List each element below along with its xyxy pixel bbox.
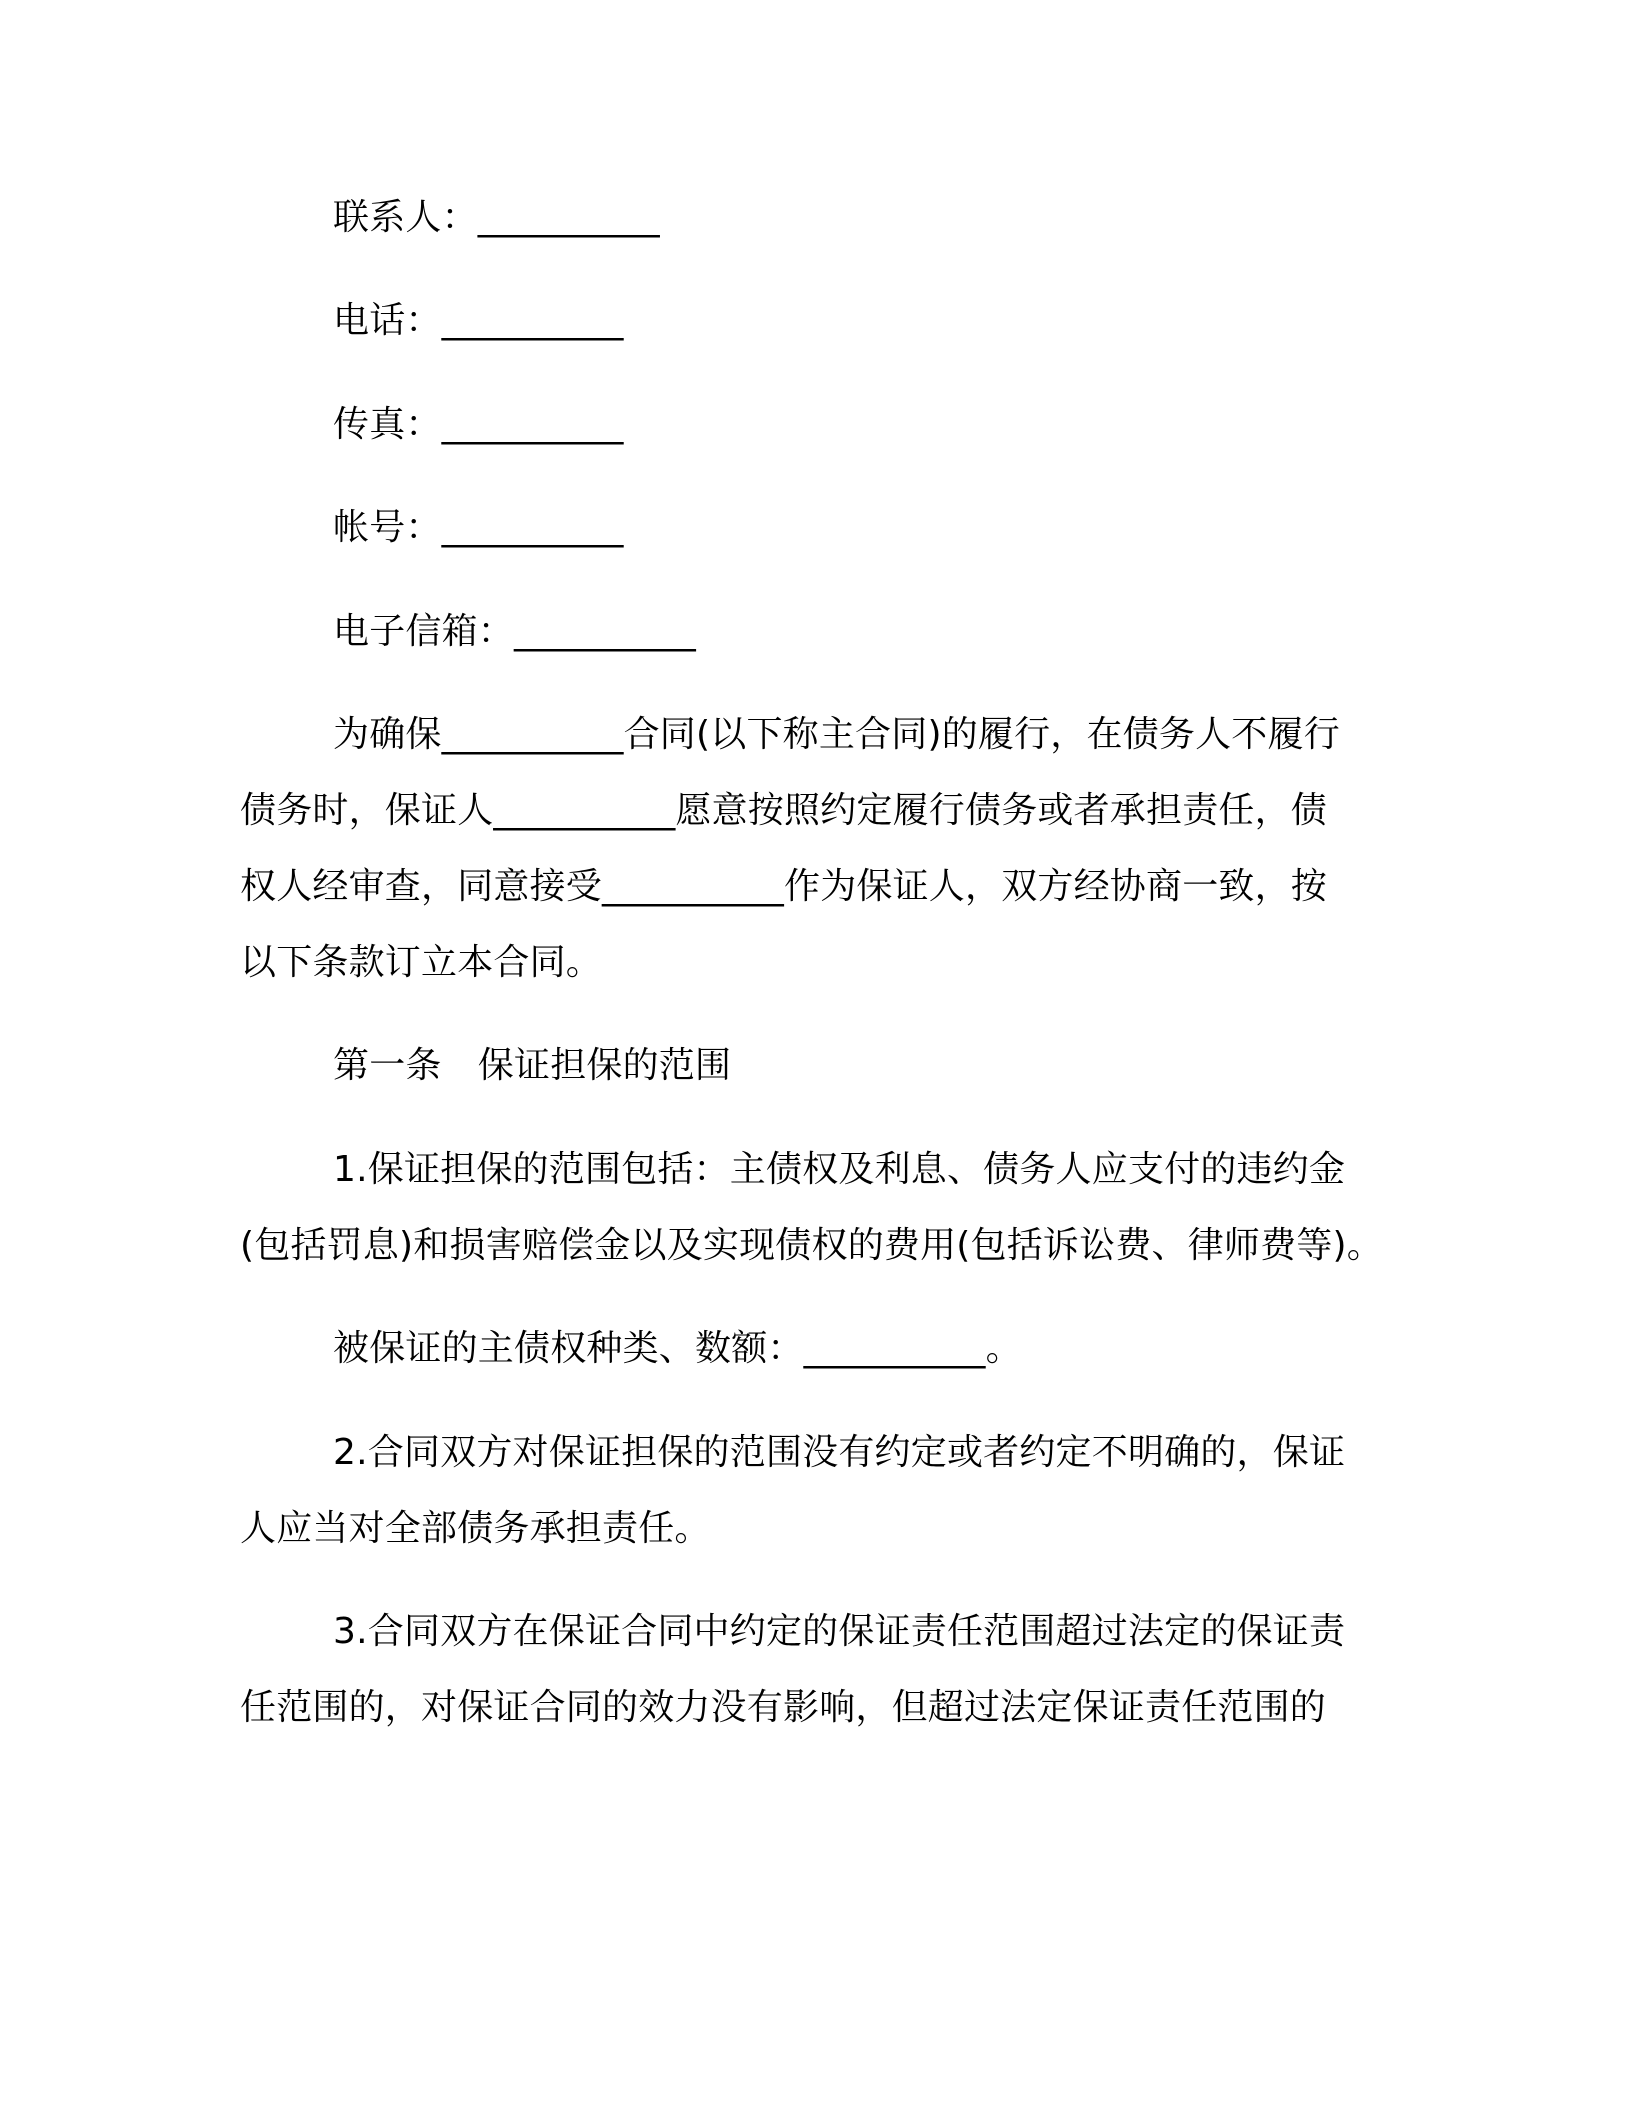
intro-paragraph-line: 权人经审查，同意接受__________作为保证人，双方经协商一致，按 (240, 866, 1328, 907)
intro-paragraph-line: 债务时，保证人__________愿意按照约定履行债务或者承担责任，债 (240, 790, 1328, 831)
fax-field: 传真：__________ (333, 404, 624, 445)
email-field: 电子信箱：__________ (333, 611, 697, 652)
account-number-field: 帐号：__________ (333, 507, 624, 548)
intro-paragraph-line: 为确保__________合同(以下称主合同)的履行，在债务人不履行 (333, 714, 1340, 755)
clause-1-line: (包括罚息)和损害赔偿金以及实现债权的费用(包括诉讼费、律师费等)。 (240, 1225, 1383, 1266)
clause-2-line: 人应当对全部债务承担责任。 (240, 1508, 711, 1549)
phone-field: 电话：__________ (333, 300, 624, 341)
clause-1-line: 1.保证担保的范围包括：主债权及利息、债务人应支付的违约金 (333, 1149, 1346, 1190)
clause-3-line: 任范围的，对保证合同的效力没有影响，但超过法定保证责任范围的 (240, 1687, 1327, 1728)
article-1-title: 第一条 保证担保的范围 (333, 1045, 732, 1086)
contact-person-field: 联系人：__________ (333, 197, 660, 238)
clause-2-line: 2.合同双方对保证担保的范围没有约定或者约定不明确的，保证 (333, 1432, 1346, 1473)
secured-claim-line: 被保证的主债权种类、数额：__________。 (333, 1328, 1022, 1369)
clause-3-line: 3.合同双方在保证合同中约定的保证责任范围超过法定的保证责 (333, 1611, 1346, 1652)
intro-paragraph-line: 以下条款订立本合同。 (240, 942, 603, 983)
